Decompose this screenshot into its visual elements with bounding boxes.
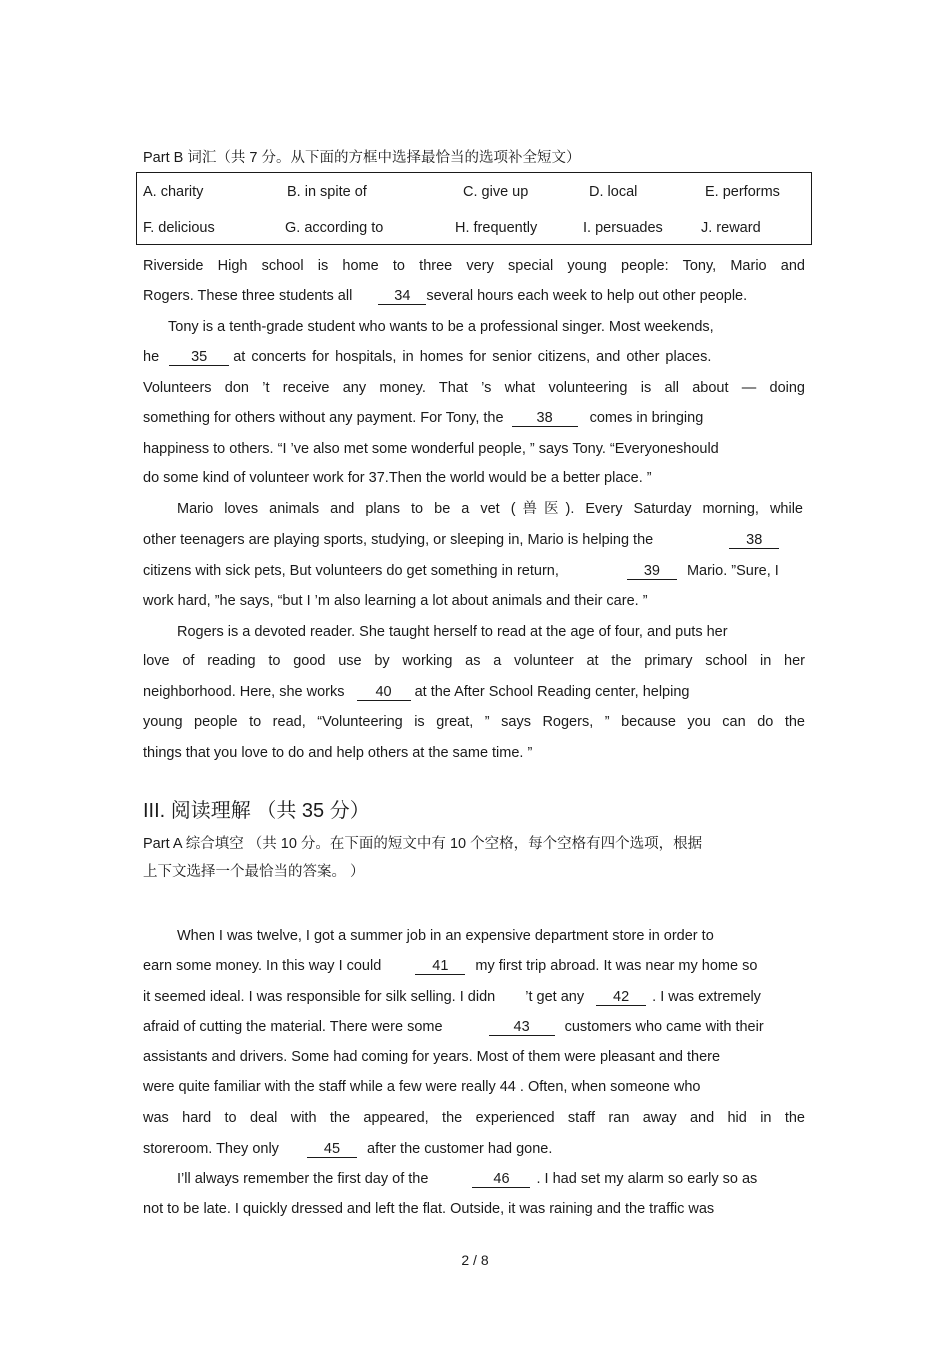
passage-line — [143, 988, 805, 1006]
passage-line — [143, 531, 805, 549]
passage-line: happiness to others. “I ’ve also met some wonderful people, ” says Tony. “Everyoneshould — [143, 441, 719, 457]
passage-text: comes in bringing — [589, 410, 704, 426]
option-h: H. frequently — [455, 220, 538, 236]
passage-line: work hard, ”he says, “but I ’m also learning a lot about animals and their care. ” — [143, 593, 648, 609]
answer-blank-46: 46 — [472, 1171, 530, 1188]
passage-line: was hard to deal with the appeared, the experienced staff ran away and hid in the — [143, 1110, 805, 1126]
passage-text: at concerts for hospitals, in homes for senior citizens, and other places. — [233, 349, 712, 365]
passage-line — [177, 1170, 807, 1188]
passage-line: Tony is a tenth-grade student who wants to be a professional singer. Most weekends, — [168, 319, 714, 335]
passage-line — [143, 683, 805, 701]
passage-line: love of reading to good use by working as a volunteer at the primary school in her — [143, 653, 805, 669]
passage-line: Mario loves animals and plans to be a vet (兽医). Every Saturday morning, while — [177, 501, 803, 517]
answer-blank-43: 43 — [489, 1019, 555, 1036]
passage-line: not to be late. I quickly dressed and left the flat. Outside, it was raining and the traffic was — [143, 1201, 715, 1217]
passage-line: young people to read, “Volunteering is great, ” says Rogers, ” because you can do the — [143, 714, 805, 730]
option-b: B. in spite of — [287, 184, 367, 200]
passage-line: Riverside High school is home to three very special young people: Tony, Mario and — [143, 258, 805, 274]
option-d: D. local — [589, 184, 638, 200]
passage-text: ’t get any — [525, 989, 585, 1005]
passage-text: . I had set my alarm so early so as — [536, 1171, 758, 1187]
passage-line — [143, 348, 805, 366]
passage-text: other teenagers are playing sports, studying, or sleeping in, Mario is helping the — [143, 532, 654, 548]
passage-line — [143, 562, 805, 580]
passage-line: Volunteers don ’t receive any money. That ’s what volunteering is all about — doing — [143, 380, 805, 396]
part-b-header: Part B 词汇（共 7 分。从下面的方框中选择最恰当的选项补全短文） — [143, 150, 581, 166]
passage-text: Mario. ”Sure, I — [686, 563, 779, 579]
option-e: E. performs — [705, 184, 780, 200]
passage-text: Rogers. These three students all — [143, 288, 353, 304]
passage-text: citizens with sick pets, But volunteers do get something in return, — [143, 563, 559, 579]
passage-line: When I was twelve, I got a summer job in an expensive department store in order to — [177, 928, 714, 944]
answer-blank-41: 41 — [415, 958, 465, 975]
passage-line: things that you love to do and help others at the same time. ” — [143, 745, 533, 761]
page-number: 2 / 8 — [461, 1252, 489, 1268]
part-a-instruction: 上下文选择一个最恰当的答案。 ） — [143, 864, 365, 880]
passage-text: storeroom. They only — [143, 1141, 279, 1157]
part-a-instruction: Part A 综合填空 （共 10 分。在下面的短文中有 10 个空格，每个空格有四个选项，根据 — [143, 836, 703, 852]
option-c: C. give up — [463, 184, 529, 200]
answer-blank-36: 38 — [512, 410, 578, 427]
section-heading: III. 阅读理解 （共 35 分） — [143, 800, 370, 822]
passage-line — [143, 287, 805, 305]
passage-line — [143, 1018, 805, 1036]
option-g: G. according to — [285, 220, 384, 236]
option-f: F. delicious — [143, 220, 215, 236]
passage-text: . I was extremely — [652, 989, 761, 1005]
passage-text: my first trip abroad. It was near my home so — [475, 958, 758, 974]
answer-blank-45: 45 — [307, 1141, 357, 1158]
passage-text: he — [143, 349, 160, 365]
option-a: A. charity — [143, 184, 204, 200]
passage-text: earn some money. In this way I could — [143, 958, 382, 974]
answer-blank-40: 40 — [357, 684, 411, 701]
passage-line — [143, 1140, 805, 1158]
answer-blank-35: 35 — [169, 349, 229, 366]
option-j: J. reward — [701, 220, 761, 236]
answer-blank-42: 42 — [596, 989, 646, 1006]
answer-blank-38: 38 — [729, 532, 779, 549]
passage-text: after the customer had gone. — [367, 1141, 553, 1157]
passage-text: something for others without any payment. For Tony, the — [143, 410, 504, 426]
passage-line: assistants and drivers. Some had coming for years. Most of them were pleasant and there — [143, 1049, 721, 1065]
passage-text: several hours each week to help out other people. — [426, 288, 748, 304]
passage-text: it seemed ideal. I was responsible for silk selling. I didn — [143, 989, 496, 1005]
passage-text: at the After School Reading center, helping — [414, 684, 690, 700]
passage-line: were quite familiar with the staff while a few were really 44 . Often, when someone who — [143, 1079, 701, 1095]
passage-line — [143, 409, 805, 427]
passage-line: Rogers is a devoted reader. She taught herself to read at the age of four, and puts her — [177, 624, 728, 640]
passage-line — [143, 957, 805, 975]
passage-line: do some kind of volunteer work for 37.Then the world would be a better place. ” — [143, 470, 652, 486]
answer-blank-34: 34 — [378, 288, 426, 305]
option-i: I. persuades — [583, 220, 663, 236]
answer-blank-39: 39 — [627, 563, 677, 580]
passage-text: customers who came with their — [564, 1019, 764, 1035]
passage-text: neighborhood. Here, she works — [143, 684, 345, 700]
passage-text: afraid of cutting the material. There were some — [143, 1019, 443, 1035]
passage-text: I’ll always remember the first day of the — [177, 1171, 429, 1187]
